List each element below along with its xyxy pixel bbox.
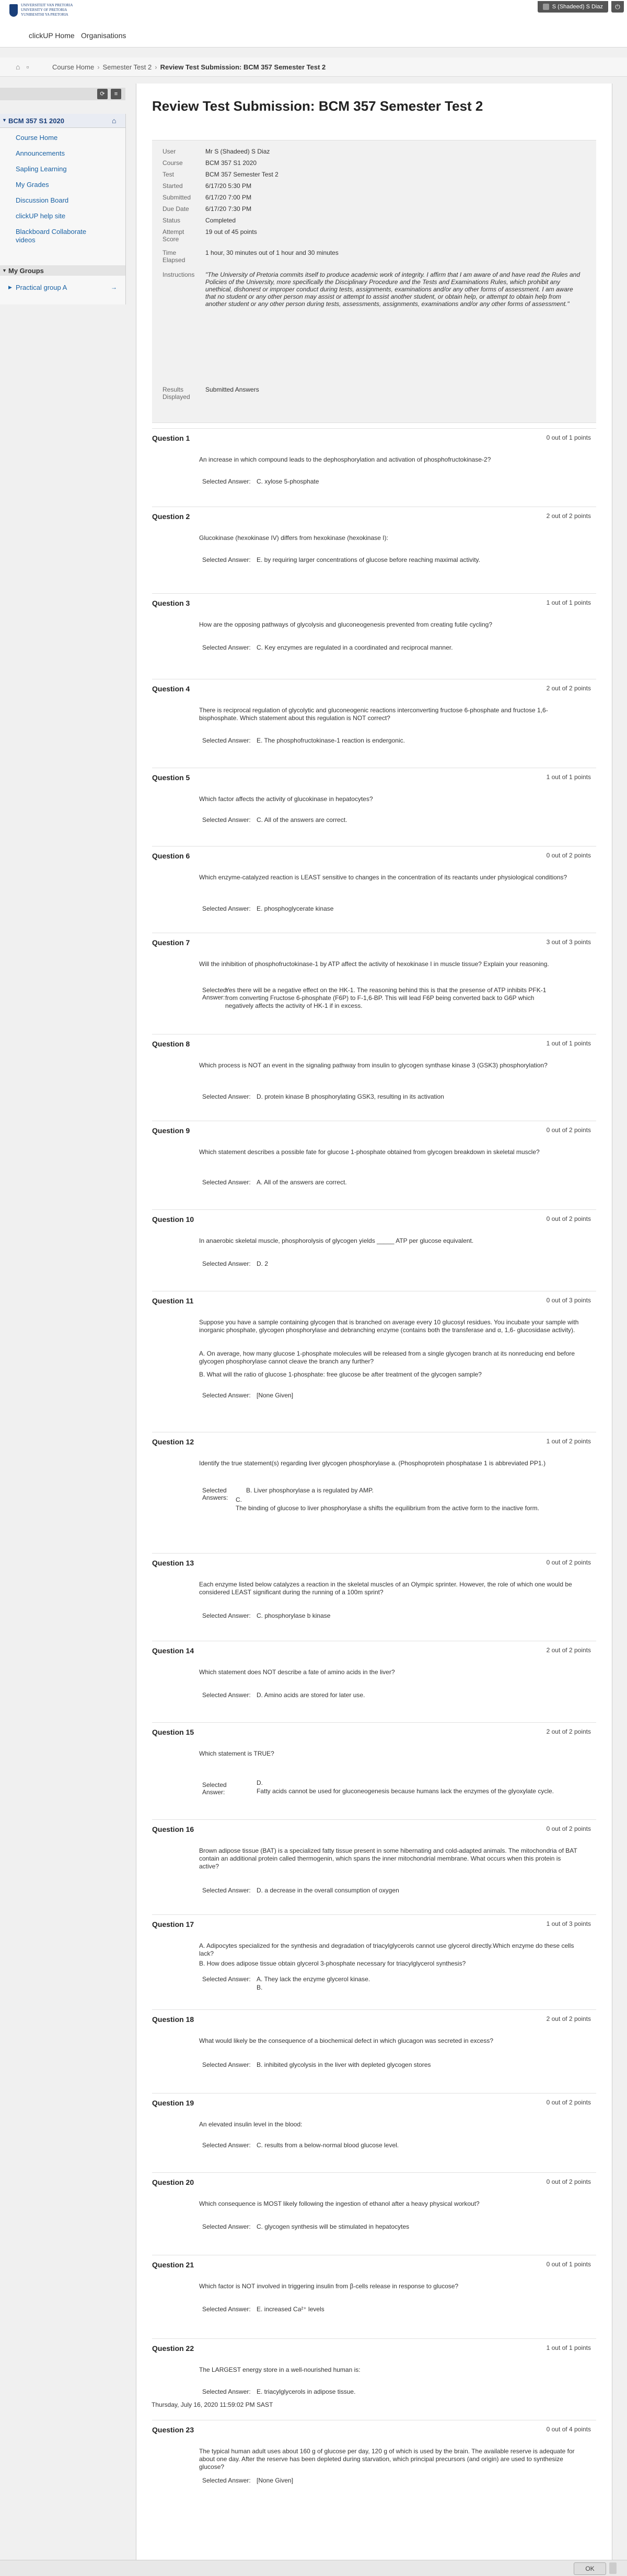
question-title: Question 1 (152, 434, 190, 442)
selected-answer-label: Selected Answer: (202, 816, 251, 824)
sidebar-item-discussion-board[interactable]: Discussion Board (16, 196, 69, 204)
group-item[interactable] (0, 282, 125, 293)
question-text: Which factor is NOT involved in triggering insulin from β-cells release in response to glucose? (199, 2283, 459, 2290)
top-nav (0, 26, 627, 48)
question-part-a: A. Adipocytes specialized for the synthesis and degradation of triacylglycerols cannot use glycerol directly.Which enzyme do these cells lack? (199, 1942, 574, 1957)
selected-answer-label: Selected Answer: (202, 1781, 227, 1796)
question-text: There is reciprocal regulation of glycolytic and gluconeogenic reactions interconverting fructose 6-phosphate and fructose 1,6-bisphosphate. Which statement about this regulation is NOT correct? (199, 707, 548, 722)
due-date-label: Due Date (162, 205, 189, 213)
question-points: 0 out of 2 points (546, 1215, 591, 1222)
logo-text (21, 3, 73, 17)
question-title: Question 4 (152, 685, 190, 693)
question-part-b: B. What will the ratio of glucose 1-phosphate: free glucose be after treatment of the glycogen sample? (199, 1371, 482, 1378)
question-3 (152, 593, 596, 679)
question-text: Which statement does NOT describe a fate of amino acids in the liver? (199, 1668, 395, 1676)
question-title: Question 5 (152, 773, 190, 782)
started-label: Started (162, 182, 183, 190)
breadcrumb-semester-test[interactable]: Semester Test 2 (102, 63, 152, 71)
question-12 (152, 1432, 596, 1554)
question-text: Which consequence is MOST likely following the ingestion of ethanol after a heavy physical workout? (199, 2200, 480, 2207)
question-text: Brown adipose tissue (BAT) is a specialized fatty tissue present in some hibernating and cold-adapted animals. The mitochondria of BAT contain an additional protein called thermogenin, which spans the inner mitochondrial membrane. What occurs when this protein is active? (199, 1847, 577, 1870)
question-part-b: B. How does adipose tissue obtain glycerol 3-phosphate necessary for triacylglycerol synthesis? (199, 1960, 466, 1967)
breadcrumb-separator-icon: › (97, 63, 100, 71)
status-value: Completed (205, 217, 236, 224)
question-text: What would likely be the consequence of a biochemical defect in which glucagon was secreted in excess? (199, 2037, 493, 2044)
question-title: Question 8 (152, 1040, 190, 1048)
selected-answer: B. inhibited glycolysis in the liver with depleted glycogen stores (257, 2061, 431, 2068)
selected-answer-label: Selected Answer: (202, 737, 251, 744)
selected-answer: A. They lack the enzyme glycerol kinase. (257, 1975, 370, 1983)
question-1 (152, 428, 596, 507)
logo-line-2: UNIVERSITY OF PRETORIA (21, 8, 67, 12)
question-points: 0 out of 2 points (546, 1126, 591, 1134)
question-text: Glucokinase (hexokinase IV) differs from hexokinase (hexokinase I): (199, 534, 388, 542)
question-title: Question 17 (152, 1920, 194, 1928)
selected-answer-label: Selected Answer: (202, 2306, 251, 2313)
question-points: 0 out of 2 points (546, 852, 591, 859)
selected-answer: B. Liver phosphorylase a is regulated by AMP. (246, 1487, 374, 1494)
selected-answer: E. increased Ca²⁺ levels (257, 2306, 324, 2313)
question-title: Question 7 (152, 938, 190, 947)
selected-answer: [None Given] (257, 2477, 294, 2484)
main-content (136, 84, 612, 2575)
question-points: 0 out of 2 points (546, 2099, 591, 2106)
breadcrumb-current: Review Test Submission: BCM 357 Semester Test 2 (160, 63, 326, 71)
sidebar-item-help-site[interactable]: clickUP help site (16, 212, 66, 220)
selected-answer-label: Selected Answer: (202, 2477, 251, 2484)
breadcrumb (52, 63, 326, 71)
question-points: 0 out of 2 points (546, 1559, 591, 1566)
selected-answer: C. xylose 5-phosphate (257, 478, 319, 485)
question-text: In anaerobic skeletal muscle, phosphorolysis of glycogen yields _____ ATP per glucose equivalent. (199, 1237, 474, 1244)
selected-answer-label: Selected Answer: (202, 1975, 251, 1983)
selected-answer: C. results from a below-normal blood glucose level. (257, 2142, 399, 2149)
course-menu-header[interactable] (0, 114, 125, 128)
selected-answer: Fatty acids cannot be used for gluconeogenesis because humans lack the enzymes of the glyoxylate cycle. (257, 1787, 554, 1795)
my-groups-header[interactable] (0, 265, 125, 276)
results-value: Submitted Answers (205, 386, 259, 393)
question-text: Which statement is TRUE? (199, 1750, 274, 1757)
question-title: Question 22 (152, 2344, 194, 2352)
question-points: 0 out of 2 points (546, 2178, 591, 2185)
university-logo[interactable] (9, 2, 77, 23)
question-points: 3 out of 3 points (546, 938, 591, 946)
instructions-value: "The University of Pretoria commits itself to produce academic work of integrity. I affirm that I am aware of and have read the Rules and Policies of the University, more specifically the Disciplinary Procedure and the Tests and Examinations Rules, which prohibit any unethical, dishonest or improper conduct during tests, assignments, examinations and/or any other forms of assessment. I am aware that no student or any other person may assist or attempt to assist another student, or obtain help, or attempt to obtain help from another student or any other person during tests, assessments, assignments, examinations and/or any other forms of assessment." (205, 271, 580, 308)
time-elapsed-label: Time Elapsed (162, 249, 185, 264)
breadcrumb-icons (16, 63, 29, 71)
question-9 (152, 1121, 596, 1210)
question-title: Question 9 (152, 1126, 190, 1135)
question-19 (152, 2093, 596, 2173)
question-title: Question 6 (152, 852, 190, 860)
question-text: Suppose you have a sample containing glycogen that is branched on average every 10 glucosyl residues. You incubate your sample with inorganic phosphate, glycogen phosphorylase and debranching enzyme (contains both the transferase and α, 1,6- glucosidase activity). (199, 1319, 579, 1334)
selected-answer-label: Selected Answer: (202, 1093, 251, 1100)
test-label: Test (162, 171, 175, 178)
selected-answer: E. triacylglycerols in adipose tissue. (257, 2388, 356, 2395)
question-title: Question 12 (152, 1438, 194, 1446)
question-points: 1 out of 2 points (546, 1438, 591, 1445)
selected-answer-label: Selected Answer: (202, 556, 251, 563)
question-title: Question 2 (152, 512, 190, 521)
question-16 (152, 1819, 596, 1915)
attempt-score-label: Attempt Score (162, 228, 184, 243)
question-10 (152, 1209, 596, 1291)
question-14 (152, 1641, 596, 1723)
selected-answer-letter: D. (257, 1779, 263, 1786)
university-shield-icon (9, 4, 18, 17)
question-title: Question 18 (152, 2015, 194, 2024)
page-icon[interactable]: ▫ (26, 63, 29, 71)
logo-line-1: UNIVERSITEIT VAN PRETORIA (21, 3, 73, 7)
question-points: 1 out of 1 points (546, 2344, 591, 2351)
user-avatar-icon (543, 4, 549, 10)
my-groups-title: My Groups (8, 267, 44, 275)
selected-answer: D. a decrease in the overall consumption of oxygen (257, 1887, 399, 1894)
question-title: Question 3 (152, 599, 190, 607)
home-icon[interactable]: ⌂ (16, 63, 20, 71)
question-text: Which statement describes a possible fate for glucose 1-phosphate obtained from glycogen breakdown in skeletal muscle? (199, 1148, 540, 1156)
user-value: Mr S (Shadeed) S Diaz (205, 148, 270, 155)
question-points: 0 out of 1 points (546, 2261, 591, 2268)
tab-organisations[interactable]: Organisations (81, 31, 126, 40)
question-points: 0 out of 4 points (546, 2426, 591, 2433)
question-text: An increase in which compound leads to the dephosphorylation and activation of phosphofructokinase-2? (199, 456, 491, 463)
selected-answer: D. protein kinase B phosphorylating GSK3, resulting in its activation (257, 1093, 444, 1100)
question-points: 2 out of 2 points (546, 512, 591, 520)
question-title: Question 10 (152, 1215, 194, 1224)
selected-answer: E. phosphoglycerate kinase (257, 905, 334, 912)
sidebar-item-course-home[interactable]: Course Home (16, 134, 58, 142)
course-menu (0, 114, 126, 304)
question-text: The LARGEST energy store in a well-nourished human is: (199, 2366, 361, 2373)
menu-options-icon[interactable]: ≡ (111, 89, 121, 99)
question-text: How are the opposing pathways of glycolysis and gluconeogenesis prevented from creating futile cycling? (199, 621, 492, 628)
started-value: 6/17/20 5:30 PM (205, 182, 252, 190)
collapse-triangle-icon[interactable]: ▼ (2, 117, 7, 123)
question-points: 2 out of 2 points (546, 685, 591, 692)
question-text: Identify the true statement(s) regarding liver glycogen phosphorylase a. (Phosphoprotein phosphatase 1 is abbreviated PP1.) (199, 1460, 546, 1467)
selected-answer: [None Given] (257, 1392, 294, 1399)
due-date-value: 6/17/20 7:30 PM (205, 205, 252, 213)
selected-answer-label: Selected Answer: (202, 1260, 251, 1267)
question-5 (152, 768, 596, 846)
question-title: Question 21 (152, 2261, 194, 2269)
test-value: BCM 357 Semester Test 2 (205, 171, 278, 178)
submission-timestamp: Thursday, July 16, 2020 11:59:02 PM SAST (152, 2401, 273, 2408)
question-points: 0 out of 2 points (546, 1825, 591, 1832)
question-points: 0 out of 1 points (546, 434, 591, 441)
submitted-value: 6/17/20 7:00 PM (205, 194, 252, 201)
question-4 (152, 679, 596, 768)
selected-answer-label: Selected Answer: (202, 1887, 251, 1894)
user-name: S (Shadeed) S Diaz (552, 4, 603, 10)
question-points: 2 out of 2 points (546, 1646, 591, 1654)
page-title: Review Test Submission: BCM 357 Semester Test 2 (152, 98, 483, 114)
instructions-label: Instructions (162, 271, 195, 278)
submission-details (152, 140, 596, 423)
selected-answer-label: Selected Answer: (202, 905, 251, 912)
question-2 (152, 507, 596, 594)
question-11 (152, 1291, 596, 1432)
question-points: 0 out of 3 points (546, 1297, 591, 1304)
refresh-icon[interactable]: ⟳ (97, 89, 108, 99)
breadcrumb-separator-icon: › (155, 63, 157, 71)
question-23 (152, 2420, 596, 2483)
selected-answer-label: Selected Answer: (202, 2388, 251, 2395)
question-title: Question 23 (152, 2426, 194, 2434)
selected-answer: A. All of the answers are correct. (257, 1179, 347, 1186)
sidebar-item-sapling-learning[interactable]: Sapling Learning (16, 165, 67, 173)
question-15 (152, 1722, 596, 1820)
selected-answer-label: Selected Answer: (202, 1691, 251, 1699)
selected-answer: E. by requiring larger concentrations of glucose before reaching maximal activity. (257, 556, 480, 563)
submitted-label: Submitted (162, 194, 191, 201)
question-part-a: A. On average, how many glucose 1-phosphate molecules will be released from a single glycogen branch at its nonreducing end before glycogen phosphorylase cannot cleave the branch any further? (199, 1350, 575, 1365)
selected-answer-label: Selected Answer: (202, 1392, 251, 1399)
ok-button[interactable]: OK (574, 2562, 606, 2575)
question-points: 1 out of 1 points (546, 599, 591, 606)
course-label: Course (162, 159, 183, 167)
question-6 (152, 846, 596, 933)
question-title: Question 16 (152, 1825, 194, 1833)
breadcrumb-bar (0, 57, 627, 77)
question-points: 2 out of 2 points (546, 1728, 591, 1735)
course-title[interactable]: BCM 357 S1 2020 (8, 117, 64, 125)
scroll-handle[interactable] (609, 2562, 617, 2574)
time-elapsed-value: 1 hour, 30 minutes out of 1 hour and 30 minutes (205, 249, 339, 256)
user-label: User (162, 148, 176, 155)
selected-answer-label: Selected Answer: (202, 478, 251, 485)
group-arrow-icon[interactable]: → (111, 284, 117, 291)
selected-answer-label: Selected Answer: (202, 1612, 251, 1619)
question-21 (152, 2255, 596, 2339)
selected-answer-label: Selected Answer: (202, 2223, 251, 2230)
question-20 (152, 2172, 596, 2255)
question-text: The typical human adult uses about 160 g of glucose per day, 120 g of which is used by the brain. The available reserve is adequate for about one day. After the reserve has been depleted during starvation, which principal precursors (and origin) are used to synthesize glucose? (199, 2448, 575, 2471)
sidebar-toolbar (0, 88, 125, 100)
breadcrumb-course-home[interactable]: Course Home (52, 63, 95, 71)
question-text: An elevated insulin level in the blood: (199, 2121, 303, 2128)
selected-answer-label: Selected Answer: (202, 2142, 251, 2149)
question-text: Which process is NOT an event in the signaling pathway from insulin to glycogen synthase kinase 3 (GSK3) phosphorylation? (199, 1062, 548, 1069)
selected-answer: C. All of the answers are correct. (257, 816, 347, 824)
sidebar-item-collaborate-videos[interactable]: Blackboard Collaborate videos (16, 228, 87, 244)
question-text: Which enzyme-catalyzed reaction is LEAST sensitive to changes in the concentration of its reactants under physiological conditions? (199, 874, 567, 881)
selected-answer-label: Selected Answer: (202, 644, 251, 651)
question-points: 1 out of 1 points (546, 773, 591, 781)
question-points: 2 out of 2 points (546, 2015, 591, 2022)
logout-icon[interactable]: ⏻ (611, 1, 624, 13)
results-label: Results Displayed (162, 386, 190, 401)
tab-clickup-home[interactable]: clickUP Home (29, 31, 75, 40)
selected-answer-label: Selected Answer: (202, 2061, 251, 2068)
question-17 (152, 1914, 596, 2010)
bottom-action-bar (0, 2560, 627, 2576)
question-title: Question 20 (152, 2178, 194, 2186)
course-value: BCM 357 S1 2020 (205, 159, 257, 167)
question-points: 1 out of 3 points (546, 1920, 591, 1927)
question-18 (152, 2009, 596, 2093)
question-text: Will the inhibition of phosphofructokinase-1 by ATP affect the activity of hexokinase I in muscle tissue? Explain your reasoning. (199, 960, 549, 968)
question-text: Which factor affects the activity of glucokinase in hepatocytes? (199, 795, 373, 803)
question-title: Question 19 (152, 2099, 194, 2107)
question-7 (152, 933, 596, 1034)
selected-answer: D. 2 (257, 1260, 269, 1267)
selected-answer-letter: C. (236, 1496, 242, 1503)
selected-answer: E. The phosphofructokinase-1 reaction is endergonic. (257, 737, 405, 744)
question-points: 1 out of 1 points (546, 1040, 591, 1047)
top-bar (0, 0, 627, 26)
question-title: Question 14 (152, 1646, 194, 1655)
sidebar-item-my-grades[interactable]: My Grades (16, 181, 49, 189)
sidebar-item-announcements[interactable]: Announcements (16, 149, 65, 157)
selected-answer: Yes there will be a negative effect on the HK-1. The reasoning behind this is that the presense of ATP inhibits PFK-1 from converting Fructose 6-phosphate (F6P) to F-1,6-BP. This will lead F6P being converted back to G6P which negatively affects the activity of HK-1 if in excess. (225, 986, 547, 1009)
collapse-triangle-icon[interactable]: ▼ (2, 268, 7, 273)
question-8 (152, 1034, 596, 1121)
expand-triangle-icon[interactable]: ▶ (8, 285, 12, 290)
question-title: Question 15 (152, 1728, 194, 1736)
attempt-score-value: 19 out of 45 points (205, 228, 257, 236)
selected-answer: C. phosphorylase b kinase (257, 1612, 331, 1619)
selected-answers-label: Selected Answers: (202, 1487, 228, 1501)
selected-answer: The binding of glucose to liver phosphorylase a shifts the equilibrium from the active form to the inactive form. (236, 1504, 539, 1512)
selected-answer-part-b: B. (257, 1984, 263, 1991)
selected-answer: C. glycogen synthesis will be stimulated in hepatocytes (257, 2223, 410, 2230)
question-title: Question 11 (152, 1297, 194, 1305)
user-menu[interactable] (538, 1, 608, 13)
selected-answer-label: Selected Answer: (202, 1179, 251, 1186)
logo-line-3: YUNIBESITHI YA PRETORIA (21, 13, 68, 17)
selected-answer: D. Amino acids are stored for later use. (257, 1691, 365, 1699)
status-label: Status (162, 217, 181, 224)
selected-answer: C. Key enzymes are regulated in a coordinated and reciprocal manner. (257, 644, 453, 651)
question-title: Question 13 (152, 1559, 194, 1567)
question-text: Each enzyme listed below catalyzes a reaction in the skeletal muscles of an Olympic sprinter. However, the role of which one would be considered LEAST significant during the running of a 100m sprint? (199, 1581, 572, 1596)
group-label[interactable]: Practical group A (16, 284, 67, 291)
selected-answer-label: Selected Answer: (202, 986, 227, 1001)
course-home-icon[interactable]: ⌂ (112, 116, 117, 125)
question-13 (152, 1553, 596, 1641)
